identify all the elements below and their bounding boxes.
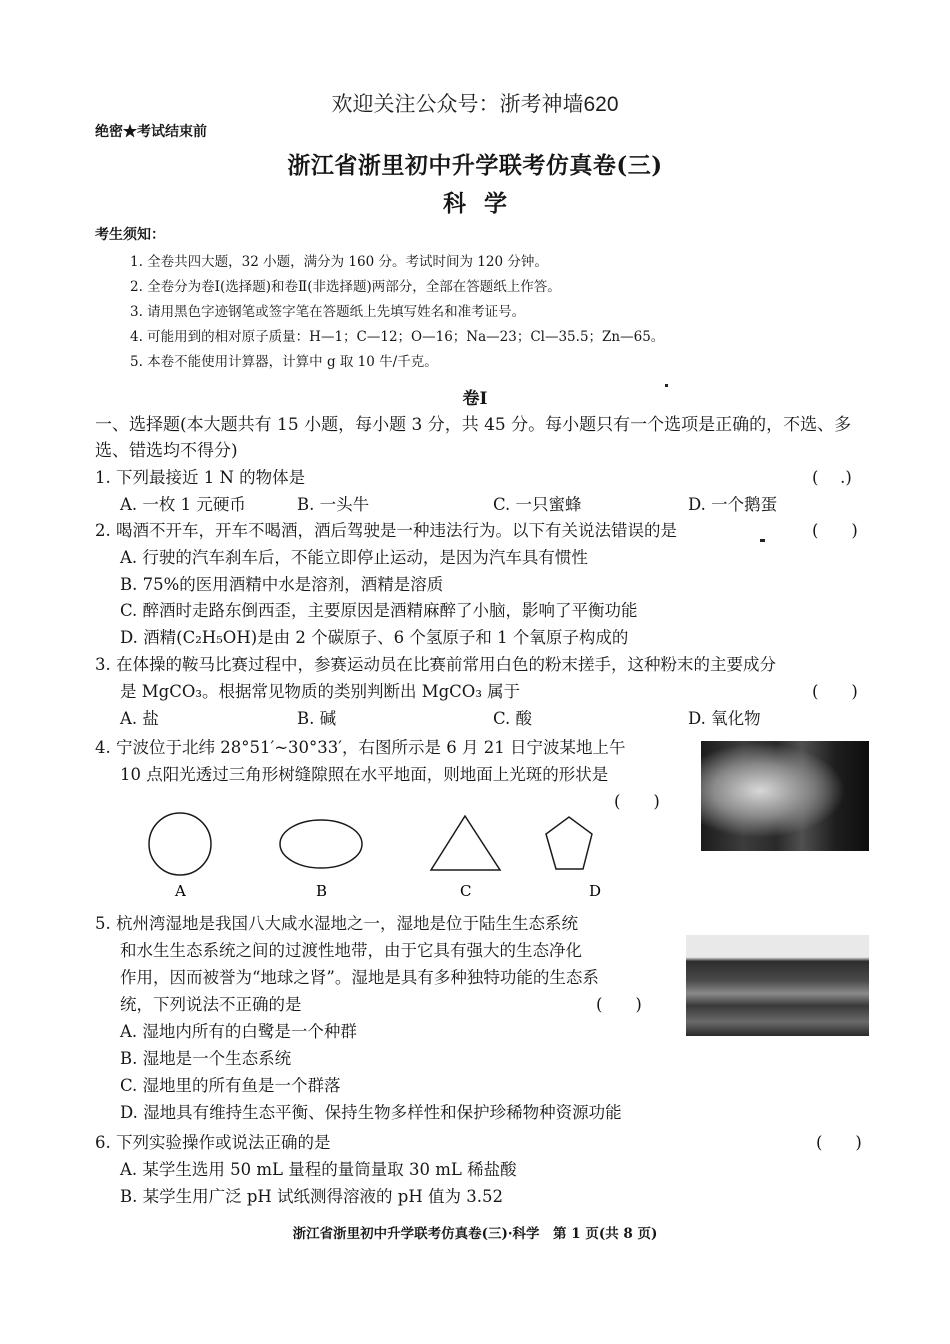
answer-blank: ( ) bbox=[816, 1133, 862, 1152]
tree-sunlight-photo bbox=[701, 741, 869, 851]
q5-option-c: C. 湿地里的所有鱼是一个群落 bbox=[120, 1076, 341, 1095]
question-6-stem: 6. 下列实验操作或说法正确的是 bbox=[95, 1133, 331, 1152]
shape-options-figure bbox=[130, 808, 610, 900]
notice-item: 4. 可能用到的相对原子质量：H—1；C—12；O—16；Na—23；Cl—35.5；Zn—65。 bbox=[130, 329, 665, 345]
page-footer: 浙江省浙里初中升学联考仿真卷(三)·科学 第 1 页(共 8 页) bbox=[292, 1226, 658, 1242]
pentagon-shape bbox=[546, 817, 592, 869]
subject-title: 科学 bbox=[443, 190, 525, 217]
q5-option-a: A. 湿地内所有的白鹭是一个种群 bbox=[120, 1022, 357, 1041]
q2-option-b: B. 75%的医用酒精中水是溶剂，酒精是溶质 bbox=[120, 575, 444, 594]
answer-blank: ( .) bbox=[812, 468, 852, 487]
exam-title: 浙江省浙里初中升学联考仿真卷(三) bbox=[287, 152, 663, 179]
q1-option-c: C. 一只蜜蜂 bbox=[493, 495, 582, 514]
triangle-shape bbox=[431, 816, 500, 870]
q3-option-a: A. 盐 bbox=[120, 709, 159, 728]
notice-item: 3. 请用黑色字迹钢笔或签字笔在答题纸上先填写姓名和准考证号。 bbox=[130, 304, 526, 320]
question-3-stem: 是 MgCO₃。根据常见物质的类别判断出 MgCO₃ 属于 bbox=[120, 682, 521, 701]
q6-option-a: A. 某学生选用 50 mL 量程的量筒量取 30 mL 稀盐酸 bbox=[120, 1160, 517, 1179]
shape-label-b: B bbox=[316, 882, 328, 900]
question-4-stem: 4. 宁波位于北纬 28°51′~30°33′，右图所示是 6 月 21 日宁波某地上午 bbox=[95, 738, 626, 757]
q3-option-b: B. 碱 bbox=[297, 709, 337, 728]
question-5-stem: 统，下列说法不正确的是 bbox=[120, 995, 302, 1014]
q5-option-b: B. 湿地是一个生态系统 bbox=[120, 1049, 292, 1068]
q6-option-b: B. 某学生用广泛 pH 试纸测得溶液的 pH 值为 3.52 bbox=[120, 1187, 503, 1206]
question-3-stem: 3. 在体操的鞍马比赛过程中，参赛运动员在比赛前常用白色的粉末搓手，这种粉末的主要成分 bbox=[95, 655, 776, 674]
answer-blank: ( ) bbox=[614, 792, 660, 811]
section-instructions: 选、错选均不得分) bbox=[95, 441, 238, 461]
q2-option-a: A. 行驶的汽车刹车后，不能立即停止运动，是因为汽车具有惯性 bbox=[120, 548, 588, 567]
section-instructions: 一、选择题(本大题共有 15 小题，每小题 3 分，共 45 分。每小题只有一个选项是正确的，不选、多 bbox=[95, 415, 852, 435]
circle-shape bbox=[149, 813, 211, 875]
question-5-stem: 和水生生态系统之间的过渡性地带，由于它具有强大的生态净化 bbox=[120, 941, 582, 960]
q2-option-c: C. 醉酒时走路东倒西歪，主要原因是酒精麻醉了小脑，影响了平衡功能 bbox=[120, 601, 638, 620]
confidential-label: 绝密★考试结束前 bbox=[95, 124, 207, 140]
question-1-stem: 1. 下列最接近 1 N 的物体是 bbox=[95, 468, 306, 487]
q2-option-d: D. 酒精(C₂H₅OH)是由 2 个碳原子、6 个氢原子和 1 个氧原子构成的 bbox=[120, 628, 629, 647]
ellipse-shape bbox=[280, 820, 362, 868]
notice-heading: 考生须知： bbox=[95, 227, 165, 243]
q3-option-c: C. 酸 bbox=[493, 709, 533, 728]
scan-speck bbox=[665, 384, 668, 387]
answer-blank: ( ) bbox=[812, 521, 858, 540]
q3-option-d: D. 氧化物 bbox=[688, 709, 761, 728]
answer-blank: ( ) bbox=[596, 995, 642, 1014]
notice-item: 2. 全卷分为卷Ⅰ(选择题)和卷Ⅱ(非选择题)两部分，全部在答题纸上作答。 bbox=[130, 279, 561, 295]
volume-heading: 卷Ⅰ bbox=[462, 389, 488, 409]
shape-label-d: D bbox=[589, 882, 602, 900]
q5-option-d: D. 湿地具有维持生态平衡、保持生物多样性和保护珍稀物种资源功能 bbox=[120, 1103, 622, 1122]
shape-label-a: A bbox=[175, 882, 186, 900]
q1-option-d: D. 一个鹅蛋 bbox=[688, 495, 778, 514]
scan-speck bbox=[760, 539, 765, 542]
shape-label-c: C bbox=[460, 882, 472, 900]
q1-option-a: A. 一枚 1 元硬币 bbox=[120, 495, 246, 514]
q1-option-b: B. 一头牛 bbox=[297, 495, 370, 514]
question-4-stem: 10 点阳光透过三角形树缝隙照在水平地面，则地面上光斑的形状是 bbox=[120, 765, 609, 784]
question-2-stem: 2. 喝酒不开车，开车不喝酒，酒后驾驶是一种违法行为。以下有关说法错误的是 bbox=[95, 521, 677, 540]
wetland-photo bbox=[686, 935, 869, 1036]
notice-item: 5. 本卷不能使用计算器，计算中 g 取 10 牛/千克。 bbox=[130, 354, 438, 370]
watermark-text: 欢迎关注公众号：浙考神墙620 bbox=[331, 93, 619, 116]
question-5-stem: 作用，因而被誉为“地球之肾”。湿地是具有多种独特功能的生态系 bbox=[120, 968, 599, 987]
notice-item: 1. 全卷共四大题，32 小题，满分为 160 分。考试时间为 120 分钟。 bbox=[130, 254, 548, 270]
answer-blank: ( ) bbox=[812, 682, 858, 701]
question-5-stem: 5. 杭州湾湿地是我国八大咸水湿地之一，湿地是位于陆生生态系统 bbox=[95, 914, 578, 933]
